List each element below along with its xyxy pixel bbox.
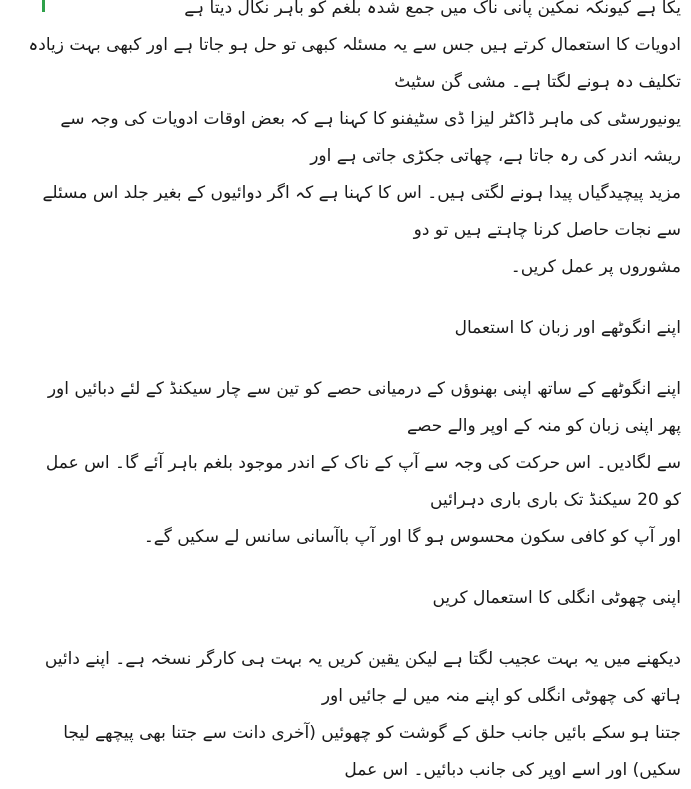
paragraph-line: دیکھنے میں یہ بہت عجیب لگتا ہے لیکن یقین کریں یہ بہت ہی کارگر نسخہ ہے۔ اپنے دائیں ہاتھ کی چھوٹی انگلی کو اپنے منہ میں لے جائیں اور — [44, 649, 681, 706]
paragraph-line: یونیورسٹی کی ماہر ڈاکٹر لیزا ڈی سٹیفنو کا کہنا ہے کہ بعض اوقات ادویات کی وجہ سے ریشہ اندر کی رہ جاتا ہے، چھاتی جکڑی جاتی ہے اور — [60, 109, 681, 166]
paragraph — [26, 371, 681, 556]
block-spacer — [26, 347, 681, 371]
section-heading: اپنی چھوٹی انگلی کا استعمال کریں — [432, 588, 681, 608]
block-spacer — [26, 617, 681, 641]
paragraph-line: جتنا ہو سکے بائیں جانب حلق کے گوشت کو چھوئیں (آخری دانت سے جتنا بھی پیچھے لیجا سکیں) اور اسے اوپر کی جانب دبائیں۔ اس عمل — [63, 723, 681, 780]
paragraph-line: اور آپ کو کافی سکون محسوس ہو گا اور آپ باآسانی سانس لے سکیں گے۔ — [143, 527, 681, 547]
paragraph-line: مشوروں پر عمل کریں۔ — [510, 257, 681, 277]
paragraph-line: مزید پیچیدگیاں پیدا ہونے لگتی ہیں۔ اس کا کہنا ہے کہ اگر دوائیوں کے بغیر جلد اس مسئلے سے نجات حاصل کرنا چاہتے ہیں تو دو — [42, 183, 681, 240]
block-spacer — [26, 556, 681, 580]
paragraph — [26, 641, 681, 789]
paragraph-line: یکا ہے کیونکہ نمکین پانی ناک میں جمع شدہ بلغم کو باہر نکال دیتا ہے — [184, 0, 681, 18]
paragraph-line: ادویات کا استعمال کرتے ہیں جس سے یہ مسئلہ کبھی تو حل ہو جاتا ہے اور کبھی بہت زیادہ تکلیف دہ ہونے لگتا ہے۔ مشی گن سٹیٹ — [28, 35, 681, 92]
block-spacer — [26, 286, 681, 310]
paragraph-line: سے لگادیں۔ اس حرکت کی وجہ سے آپ کے ناک کے اندر موجود بلغم باہر آئے گا۔ اس عمل کو 20 سیکنڈ تک باری باری دہرائیں — [45, 453, 681, 510]
section-heading: اپنے انگوٹھے اور زبان کا استعمال — [454, 318, 681, 338]
paragraph-line: اپنے انگوٹھے کے ساتھ اپنی بھنوؤں کے درمیانی حصے کو تین سے چار سیکنڈ کے لئے دبائیں اور پھر اپنی زبان کو منہ کے اوپر والے حصے — [47, 379, 681, 436]
paragraph — [26, 0, 681, 286]
